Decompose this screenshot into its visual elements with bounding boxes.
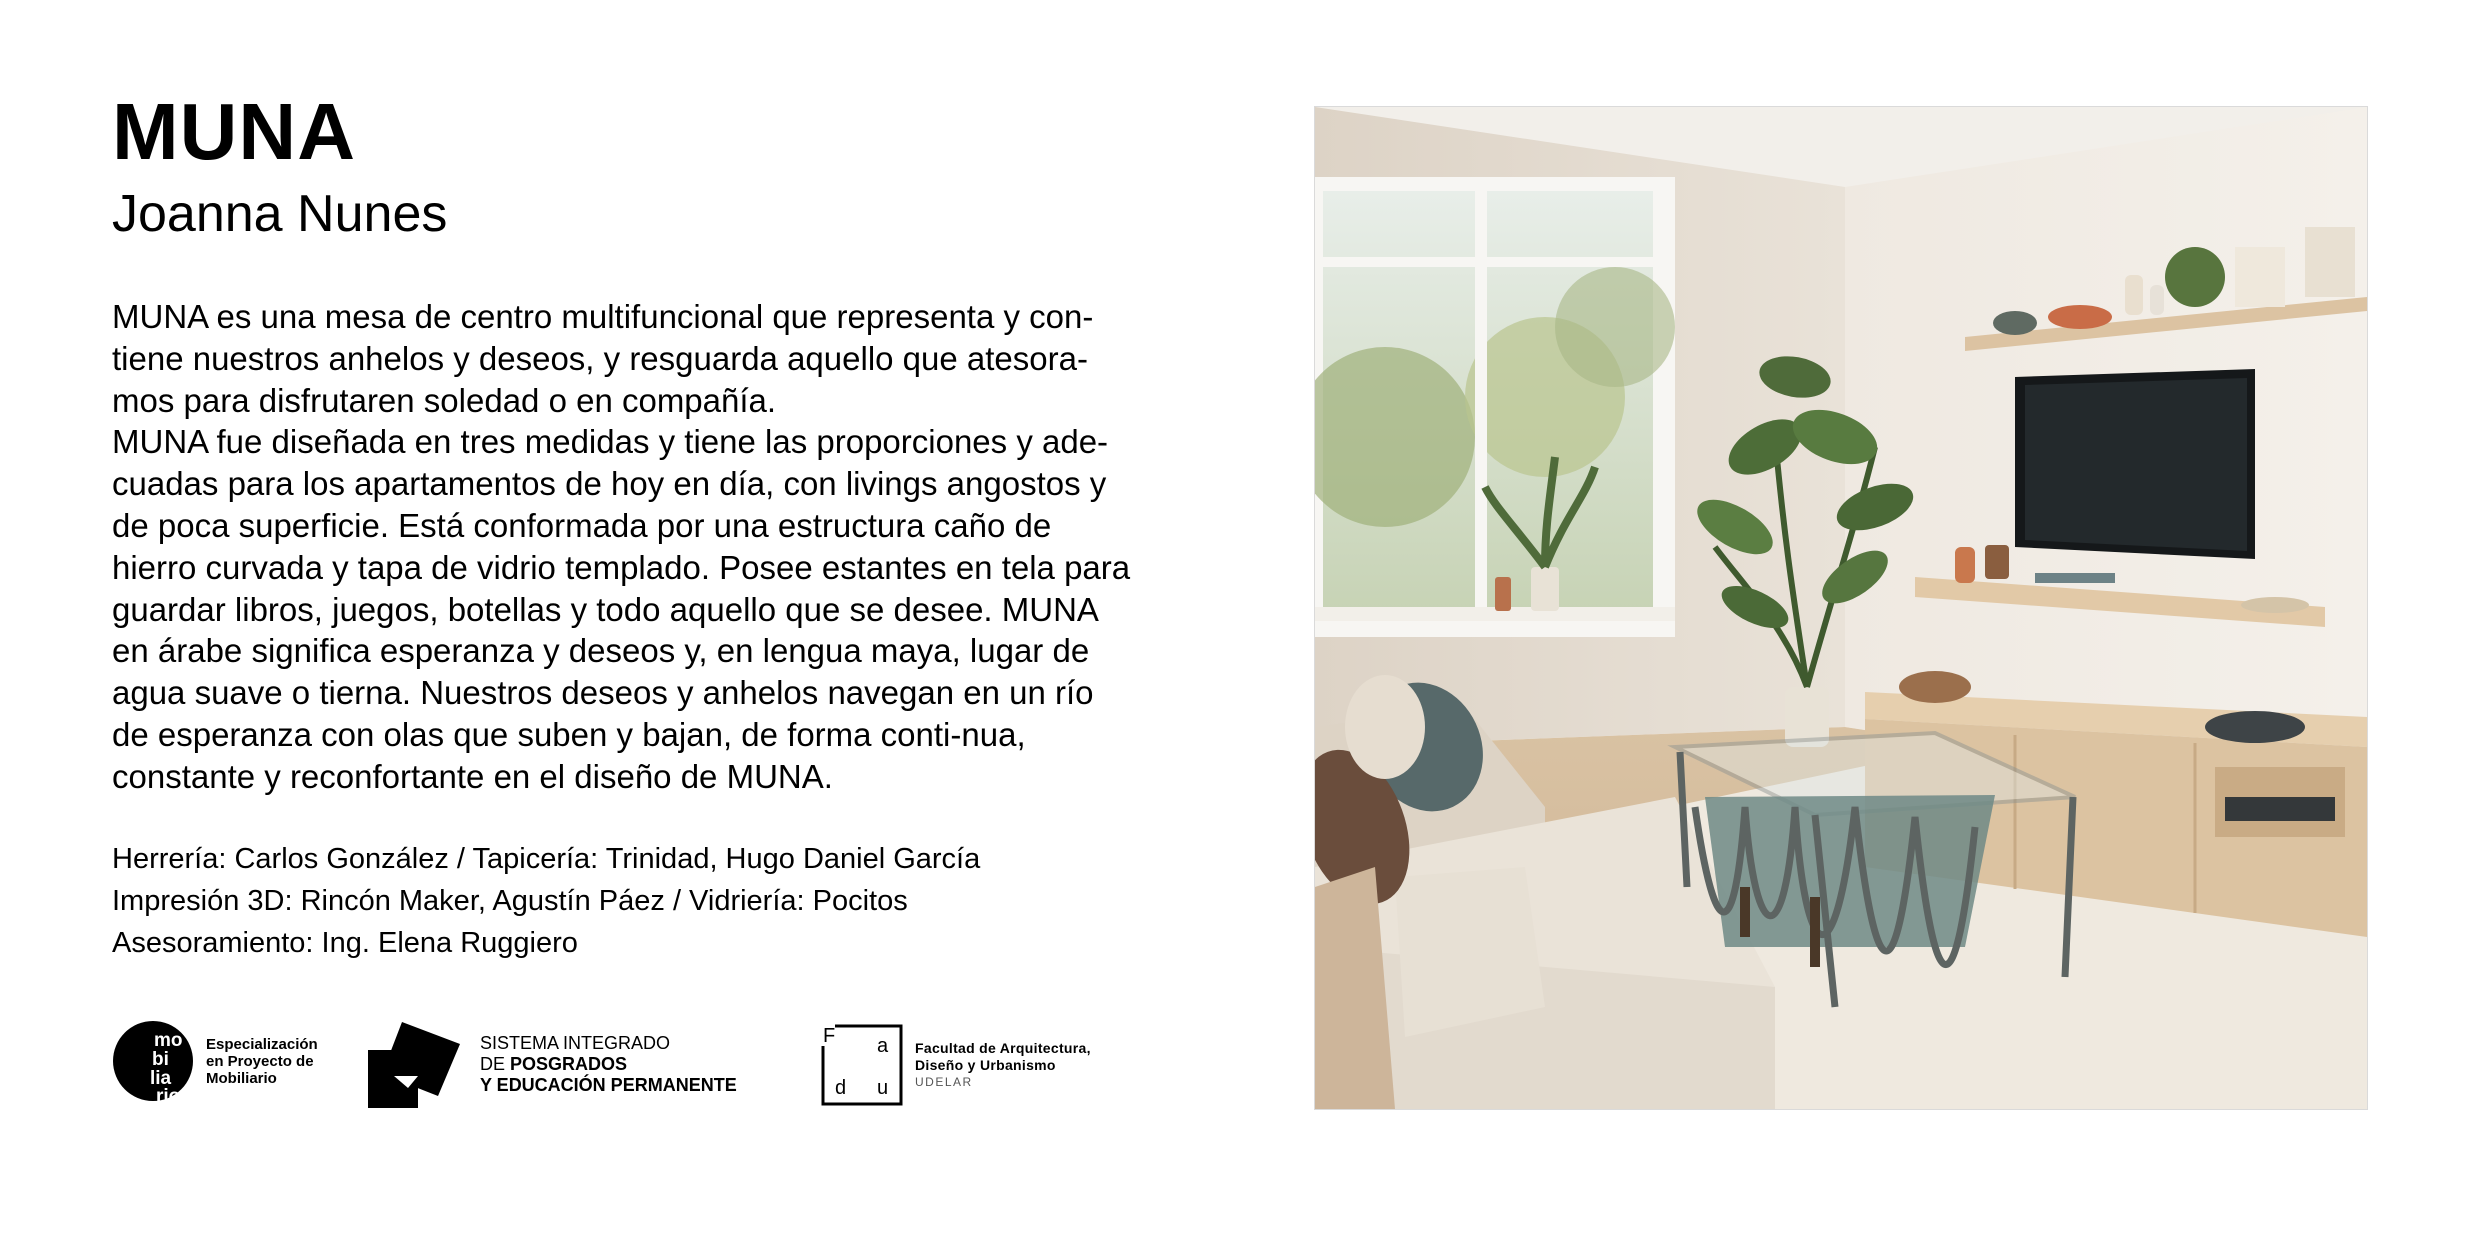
logo-text-prefix: DE xyxy=(480,1053,511,1074)
posgrados-logo xyxy=(368,1020,737,1108)
fadu-letter: a xyxy=(877,1035,889,1057)
fadu-logo-mark xyxy=(821,1024,903,1106)
posgrados-logo-mark xyxy=(368,1020,460,1108)
credit-line: Asesoramiento: Ing. Elena Ruggiero xyxy=(112,927,578,959)
logo-text-line: UDELAR xyxy=(915,1074,973,1089)
logo-text-line xyxy=(480,1054,737,1075)
logo-mark-letters: mo xyxy=(154,1030,183,1051)
author-name: Joanna Nunes xyxy=(112,185,448,243)
fadu-letter: F xyxy=(823,1025,836,1047)
logo-text-line: Especialización xyxy=(206,1035,318,1053)
credit-line: Impresión 3D: Rincón Maker, Agustín Páez / Vidriería: Pocitos xyxy=(112,885,908,917)
logo-mark-letters: lia xyxy=(150,1068,172,1089)
logo-text-line: Y EDUCACIÓN PERMANENTE xyxy=(480,1074,737,1095)
posgrados-logo-text xyxy=(480,1033,737,1096)
television xyxy=(2015,369,2255,559)
logo-text-bold: POSGRADOS xyxy=(510,1053,628,1074)
mobiliario-logo-mark xyxy=(112,1020,194,1102)
logo-text-line: Facultad de Arquitectura, xyxy=(915,1039,1091,1056)
description-paragraph: MUNA fue diseñada en tres medidas y tiene las proporciones y ade-cuadas para los apartamentos de hoy en día, con livings angostos y de poca superficie. Está conformada por una estructura caño de hierro curvada y tapa de vidrio templado. Posee estantes en tela para guardar libros, juegos, botellas y todo aquello que se desee. MUNA en árabe significa esperanza y deseos y, en lengua maya, lugar de agua suave o tierna. Nuestros deseos y anhelos navegan en un río de esperanza con olas que suben y bajan, de forma conti-nua, constante y reconfortante en el diseño de MUNA. xyxy=(112,423,1131,795)
logo-mark-letters: bi xyxy=(152,1049,169,1070)
fadu-logo-text xyxy=(915,1040,1091,1091)
fadu-letter: u xyxy=(877,1077,889,1099)
logo-text-line: en Proyecto de xyxy=(206,1052,314,1070)
logo-text-line: Diseño y Urbanismo xyxy=(915,1056,1056,1073)
credits xyxy=(112,838,980,964)
product-photo xyxy=(1314,106,2368,1110)
mobiliario-logo-text xyxy=(206,1036,318,1087)
description xyxy=(112,296,1132,798)
window xyxy=(1315,177,1675,637)
mobiliario-logo xyxy=(112,1020,318,1102)
description-paragraph: MUNA es una mesa de centro multifuncional que representa y con-tiene nuestros anhelos y deseos, y resguarda aquello que atesora-mos para disfrutaren soledad o en compañía. xyxy=(112,298,1094,419)
logo-text-line: Mobiliario xyxy=(206,1069,277,1087)
logo-text-line: SISTEMA INTEGRADO xyxy=(480,1032,671,1053)
page-title: MUNA xyxy=(112,87,356,176)
credit-line: Herrería: Carlos González / Tapicería: Trinidad, Hugo Daniel García xyxy=(112,843,981,875)
fadu-letter: d xyxy=(835,1077,847,1099)
logo-mark-letters: rio xyxy=(156,1086,181,1102)
living-room-illustration xyxy=(1315,107,2367,1109)
fadu-logo xyxy=(821,1024,1091,1106)
logos-row xyxy=(112,1016,1132,1116)
